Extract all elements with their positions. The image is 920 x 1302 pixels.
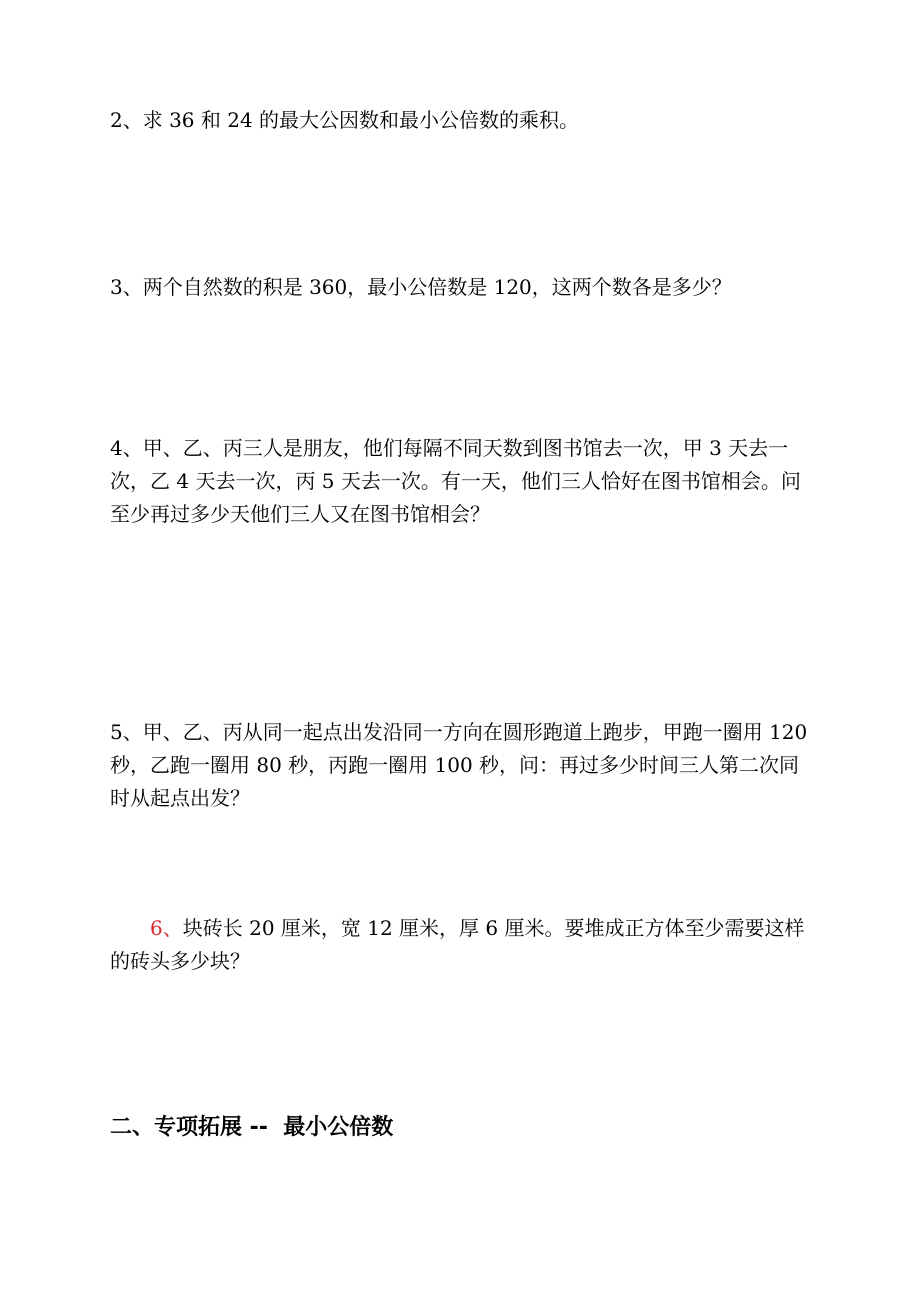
question-5: 5、甲、乙、丙从同一起点出发沿同一方向在圆形跑道上跑步，甲跑一圈用 120 秒，乙跑一圈用 80 秒，丙跑一圈用 100 秒，问：再过多少时间三人第二次同时从起点出发？ (110, 720, 808, 810)
question-6 (110, 912, 810, 978)
question-4: 4、甲、乙、丙三人是朋友，他们每隔不同天数到图书馆去一次，甲 3 天去一次，乙 4 天去一次，丙 5 天去一次。有一天，他们三人恰好在图书馆相会。问至少再过多少天他们三人又在图书馆相会？ (110, 436, 801, 526)
question-6-text: 块砖长 20 厘米，宽 12 厘米，厚 6 厘米。要堆成正方体至少需要这样的砖头多少块？ (110, 916, 805, 973)
question-6-number: 6、 (150, 916, 183, 940)
question-2: 2、求 36 和 24 的最大公因数和最小公倍数的乘积。 (110, 108, 580, 132)
question-3: 3、两个自然数的积是 360，最小公倍数是 120，这两个数各是多少？ (110, 275, 732, 299)
section-heading: 二、专项拓展 -- 最小公倍数 (110, 1115, 394, 1140)
